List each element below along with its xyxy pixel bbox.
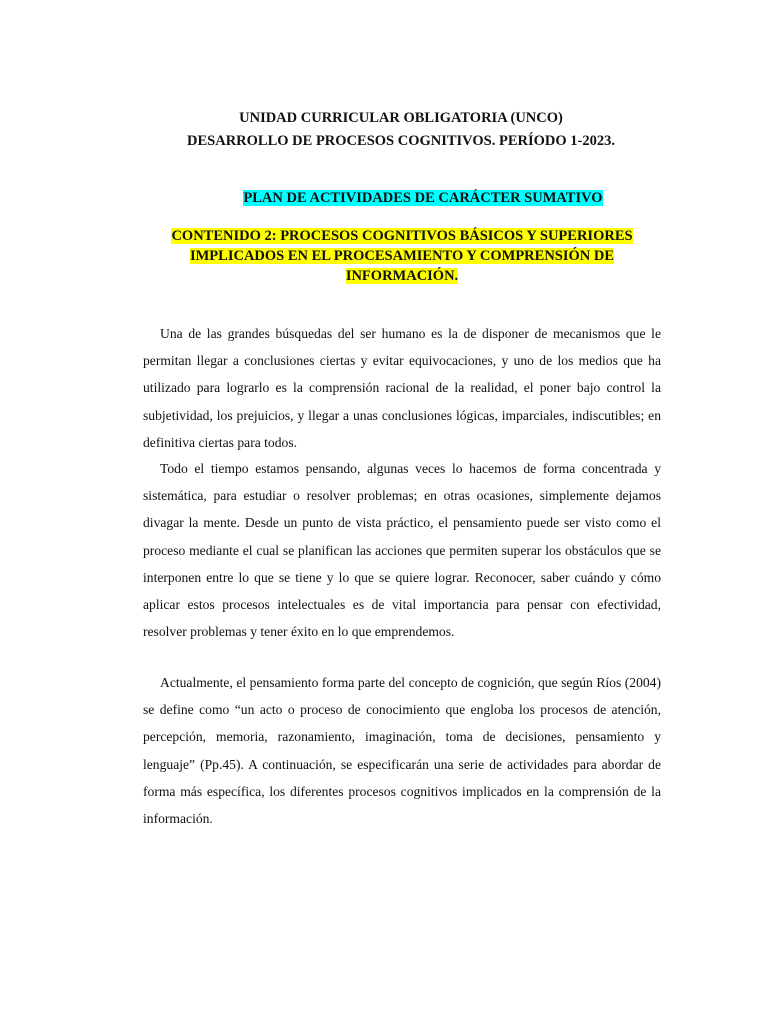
content-heading: [150, 226, 654, 286]
plan-title-text: PLAN DE ACTIVIDADES DE CARÁCTER SUMATIVO: [243, 190, 603, 206]
plan-title: [0, 188, 768, 208]
content-heading-line-2: IMPLICADOS EN EL PROCESAMIENTO Y COMPRENSIÓN DE: [189, 248, 615, 264]
header-course: DESARROLLO DE PROCESOS COGNITIVOS. PERÍODO 1-2023.: [187, 133, 615, 149]
body-paragraph-3: Actualmente, el pensamiento forma parte del concepto de cognición, que según Ríos (2004) se define como “un acto o proceso de conocimiento que engloba los procesos de atención, percepción, memoria, razonamiento, imaginación, toma de decisiones, pensamiento y lenguaje” (Pp.45). A continuación, se especificarán una serie de actividades para abordar de forma más específica, los diferentes procesos cognitivos implicados en la comprensión de la información.: [143, 675, 661, 827]
header-institution: UNIDAD CURRICULAR OBLIGATORIA (UNCO): [239, 110, 563, 126]
body-paragraph-2: Todo el tiempo estamos pensando, algunas veces lo hacemos de forma concentrada y sistemática, para estudiar o resolver problemas; en otras ocasiones, simplemente dejamos divagar la mente. Desde un punto de vista práctico, el pensamiento puede ser visto como el proceso mediante el cual se planifican las acciones que permiten superar los obstáculos que se interponen entre lo que se tiene y lo que se quiere lograr. Reconocer, saber cuándo y cómo aplicar estos procesos intelectuales es de vital importancia para pensar con efectividad, resolver problemas y tener éxito en lo que emprendemos.: [143, 461, 661, 640]
content-heading-line-3: INFORMACIÓN.: [345, 268, 459, 284]
content-heading-line-1: CONTENIDO 2: PROCESOS COGNITIVOS BÁSICOS Y SUPERIORES: [171, 228, 633, 244]
body-paragraph-1: Una de las grandes búsquedas del ser humano es la de disponer de mecanismos que le permitan llegar a conclusiones ciertas y evitar equivocaciones, y uno de los medios que ha utilizado para lograrlo es la comprensión racional de la realidad, el poner bajo control la subjetividad, los prejuicios, y llegar a unas conclusiones lógicas, imparciales, indiscutibles; en definitiva ciertas para todos.: [143, 326, 661, 450]
